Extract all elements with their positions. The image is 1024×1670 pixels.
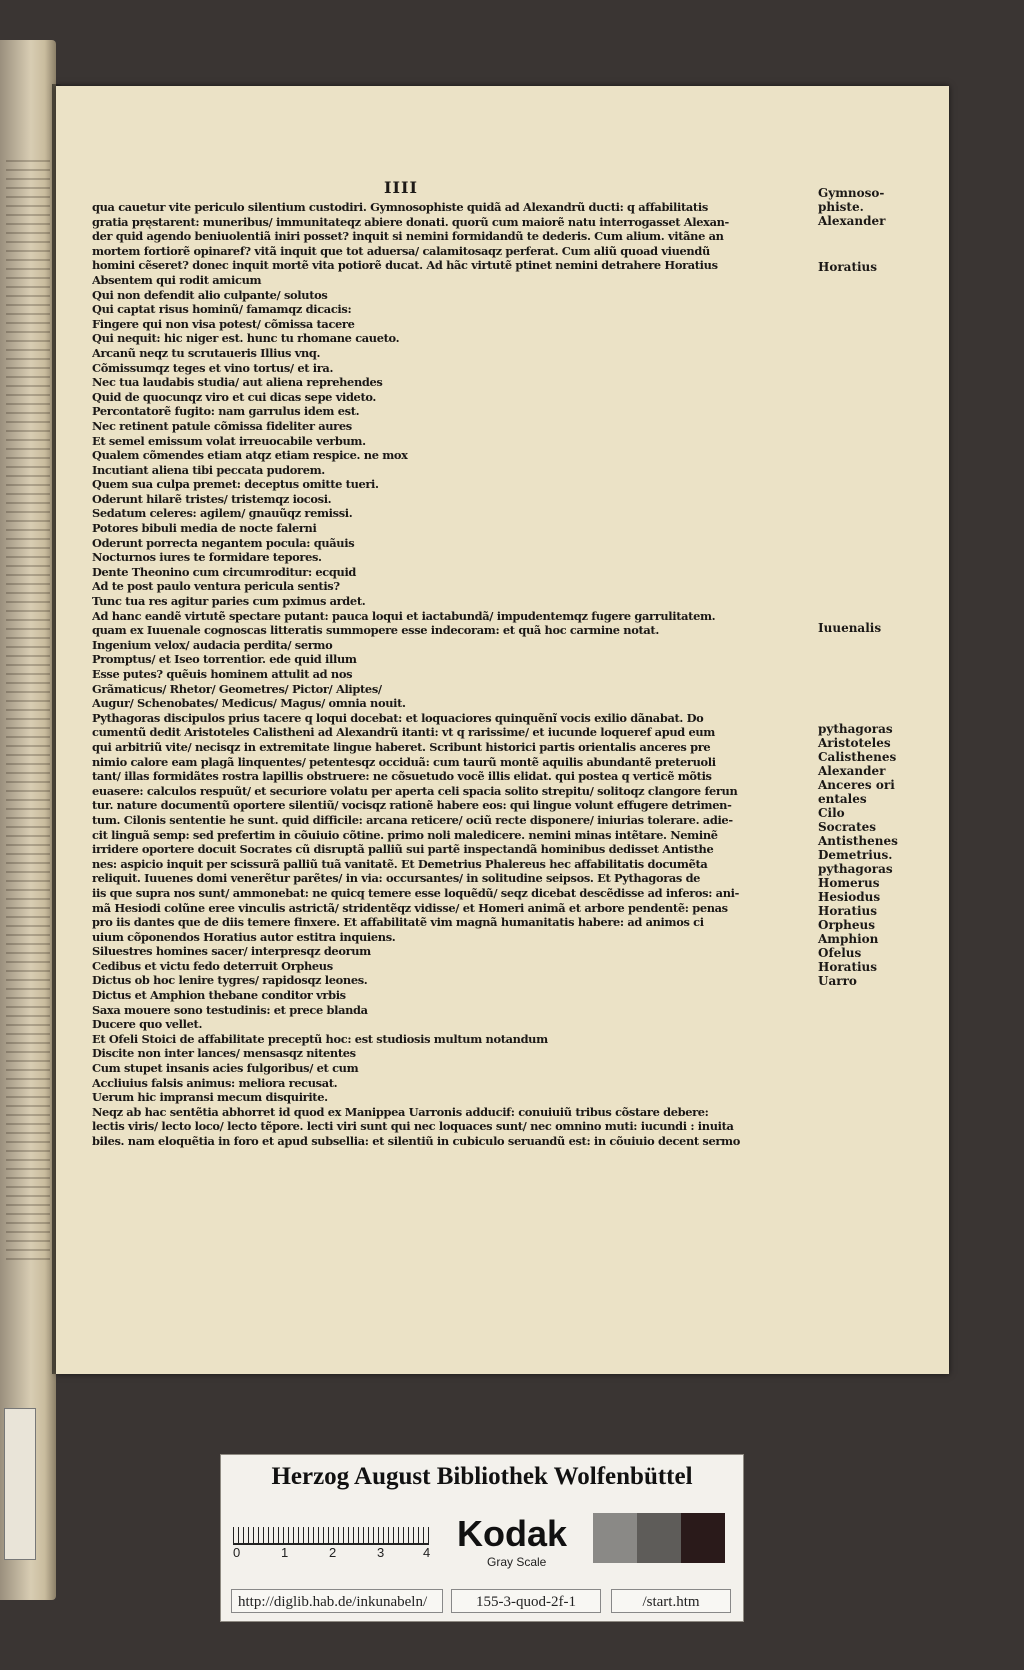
text-line: gratia pręstarent: muneribus/ immunitateqz abiere donati. quorũ cum maiorẽ natu interrogasset Alexan- <box>92 214 729 229</box>
text-line: Sedatum celeres: agilem/ gnauũqz remissi. <box>92 506 353 521</box>
text-line: Dictus et Amphion thebane conditor vrbis <box>92 988 346 1003</box>
text-line: Qualem cõmendes etiam atqz etiam respice. ne mox <box>92 448 408 463</box>
text-line: Cedibus et victu fedo deterruit Orpheus <box>92 958 333 973</box>
text-line: euasere: calculos respuũt/ et securiore volatu per aperta celi spacia solito strepitu/ solitoqz clangore ferun <box>92 783 738 798</box>
text-line: Quem sua culpa premet: deceptus omitte tueri. <box>92 477 379 492</box>
previous-page-text-edge <box>6 160 50 1260</box>
margin-note: Cilo <box>818 806 845 820</box>
shelf-label <box>4 1408 36 1560</box>
margin-note: Horatius <box>818 960 878 974</box>
text-line: Qui nequit: hic niger est. hunc tu rhomane caueto. <box>92 331 400 346</box>
text-line: Dente Theonino cum circumroditur: ecquid <box>92 564 357 579</box>
text-line: Dictus ob hoc lenire tygres/ rapidosqz leones. <box>92 973 368 988</box>
text-line: Ad te post paulo ventura pericula sentis? <box>92 579 340 594</box>
margin-note: Aristoteles <box>818 736 891 750</box>
text-line: Quid de quocunqz viro et cui dicas sepe videto. <box>92 389 377 404</box>
text-line: lectis viris/ lecto loco/ lecto tẽpore. lecti viri sunt qui nec loquaces sunt/ nec omnino muti: iucundi : inuita <box>92 1119 734 1134</box>
main-text-column <box>92 200 798 1149</box>
text-line: Ducere quo vellet. <box>92 1017 203 1032</box>
text-line: iis que supra nos sunt/ ammonebat: ne quicq temere esse loquẽdũ/ seqz dicebat descẽdisse ad inferos: ani- <box>92 885 739 900</box>
text-line: Tunc tua res agitur paries cum pximus ardet. <box>92 594 366 609</box>
margin-note: Ofelus <box>818 946 862 960</box>
margin-note: Horatius <box>818 260 878 274</box>
text-line: mortem fortiorẽ opinaref? vitã inquit que tot aduersa/ calamitosaqz perferat. Cum aliũ quoad viuendũ <box>92 243 710 258</box>
text-line: Et Ofeli Stoici de affabilitate preceptũ hoc: est studiosis multum notandum <box>92 1031 548 1046</box>
margin-note: Demetrius. <box>818 848 893 862</box>
margin-notes-lower <box>818 722 928 988</box>
margin-note: Gymnoso- <box>818 186 885 200</box>
text-line: tant/ illas formidãtes rostra lapillis obstruere: ne cõsuetudo vocẽ illis elidat. qui postea q verticẽ mõtis <box>92 769 712 784</box>
text-line: Esse putes? quẽuis hominem attulit ad nos <box>92 667 353 681</box>
text-line: Neqz ab hac sentẽtia abhorret id quod ex Manippea Uarronis adducif: conuiuiũ tribus cõstare debere: <box>92 1104 709 1119</box>
text-line: Arcanũ neqz tu scrutaueris Illius vnq. <box>92 345 321 360</box>
text-line: Absentem qui rodit amicum <box>92 272 262 287</box>
margin-note: Uarro <box>818 974 857 988</box>
margin-note: phiste. <box>818 200 864 214</box>
margin-note: entales <box>818 792 867 806</box>
margin-note: Iuuenalis <box>818 621 882 635</box>
text-line: Pythagoras discipulos prius tacere q loqui docebat: et loquaciores quinquẽnĩ vocis exilio dãnabat. Do <box>92 710 704 725</box>
text-line: Cum stupet insanis acies fulgoribus/ et cum <box>92 1061 359 1076</box>
margin-note: Orpheus <box>818 918 876 932</box>
text-line: irridere oportere docuit Socrates cũ disruptã palliũ sui partẽ inspectandã hominibus dedisset Antisthe <box>92 842 714 857</box>
text-line: Saxa mouere sono testudinis: et prece blanda <box>92 1002 368 1017</box>
text-line: tur. nature documentũ oportere silentiũ/ vocisqz rationẽ habere eos: qui lingue volunt effugere detrimen- <box>92 798 732 813</box>
margin-note: Horatius <box>818 904 878 918</box>
text-line: nimio calore eam plagã linquentes/ petentesqz occiduã: cum taurũ montẽ aquilis abundantẽ preteruoli <box>92 754 716 769</box>
text-line: Potores bibuli media de nocte falerni <box>92 521 317 536</box>
ruler-number: 3 <box>377 1545 385 1560</box>
text-line: uium cõponendos Horatius autor estitra inquiens. <box>92 929 396 944</box>
ruler-number: 2 <box>329 1545 337 1560</box>
text-line: Qui captat risus hominũ/ famamqz dicacis: <box>92 302 352 317</box>
ruler-number: 0 <box>233 1545 241 1560</box>
margin-note: Amphion <box>818 932 879 946</box>
text-line: quam ex Iuuenale cognoscas litteratis summopere esse indecoram: et quã hoc carmine notat. <box>92 623 659 638</box>
margin-notes-top <box>818 186 928 228</box>
text-line: Fingere qui non visa potest/ cõmissa tacere <box>92 316 355 331</box>
text-line: biles. nam eloquẽtia in foro et apud subsellia: et silentiũ in cubiculo seruandũ est: in cõuiuio decent sermo <box>92 1134 740 1148</box>
text-line: Discite non inter lances/ mensasqz nitentes <box>92 1046 356 1061</box>
margin-note: Anceres ori <box>818 778 895 792</box>
text-line: Et semel emissum volat irreuocabile verbum. <box>92 433 366 448</box>
ruler-number: 1 <box>281 1545 289 1560</box>
url-right: /start.htm <box>611 1589 731 1613</box>
margin-note: pythagoras <box>818 722 893 736</box>
text-line: Ingenium velox/ audacia perdita/ sermo <box>92 637 333 652</box>
margin-note: Alexander <box>818 214 886 228</box>
text-line: cumentũ dedit Aristoteles Calistheni ad Alexandrũ itanti: vt q rarissime/ et iucunde loqueref apud eum <box>92 725 716 740</box>
color-target-card <box>220 1454 744 1622</box>
margin-note: Alexander <box>818 764 886 778</box>
book-page <box>56 86 949 1374</box>
text-line: Ad hanc eandẽ virtutẽ spectare putant: pauca loqui et iactabundã/ impudentemqz fugere garrulitatem. <box>92 608 716 623</box>
gray-swatch <box>681 1513 725 1563</box>
margin-note: Homerus <box>818 876 880 890</box>
text-line: cit linguã semp: sed prefertim in cõuiuio cõtine. primo noli maledicere. nemini minas intẽtare. Neminẽ <box>92 827 718 842</box>
text-line: homini cẽseret? donec inquit mortẽ vita potiorẽ ducat. Ad hãc virtutẽ ptinet nemini detrahere Horatius <box>92 258 718 273</box>
gray-swatch <box>593 1513 637 1563</box>
text-line: reliquit. Iuuenes domi venerẽtur parẽtes/ in via: occursantes/ in solitudine seipsos. Et Pythagoras de <box>92 871 701 886</box>
text-line: Nec tua laudabis studia/ aut aliena reprehendes <box>92 375 383 390</box>
text-line: der quid agendo beniuolentiã iniri posset? inquit si nemini formidandũ te dederis. Cum alium. vitãne an <box>92 229 724 244</box>
text-line: Incutiant aliena tibi peccata pudorem. <box>92 462 325 477</box>
text-line: Augur/ Schenobates/ Medicus/ Magus/ omnia nouit. <box>92 696 406 711</box>
ruler-number: 4 <box>423 1545 431 1560</box>
text-line: tum. Cilonis sententie he sunt. quid difficile: arcana reticere/ ociũ recte disponere/ iniurias tolerare. adie- <box>92 812 733 827</box>
margin-note-iuuenalis <box>818 621 928 635</box>
text-line: Siluestres homines sacer/ interpresqz deorum <box>92 944 371 959</box>
text-line: Grãmaticus/ Rhetor/ Geometres/ Pictor/ Aliptes/ <box>92 681 382 696</box>
text-line: Cõmissumqz teges et vino tortus/ et ira. <box>92 360 334 375</box>
gray-scale-label: Gray Scale <box>487 1555 547 1569</box>
margin-note-horatius <box>818 260 928 274</box>
text-line: Promptus/ et Iseo torrentior. ede quid illum <box>92 652 357 667</box>
gray-swatch <box>637 1513 681 1563</box>
margin-note: pythagoras <box>818 862 893 876</box>
text-line: Oderunt hilarẽ tristes/ tristemqz iocosi. <box>92 491 332 506</box>
text-line: Qui non defendit alio culpante/ solutos <box>92 287 328 302</box>
text-line: nes: aspicio inquit per scissurã palliũ tuã vanitatẽ. Et Demetrius Phalereus hec affabilitatis documẽta <box>92 856 708 871</box>
kodak-logo: Kodak <box>457 1513 568 1554</box>
url-middle: 155-3-quod-2f-1 <box>451 1589 601 1613</box>
previous-page-edge <box>0 40 56 1600</box>
text-line: Nec retinent patule cõmissa fideliter aures <box>92 418 352 433</box>
text-line: Uerum hic impransi mecum disquirite. <box>92 1090 328 1105</box>
library-name: Herzog August Bibliothek Wolfenbüttel <box>271 1463 693 1490</box>
text-line: Nocturnos iures te formidare tepores. <box>92 550 322 565</box>
margin-note: Socrates <box>818 820 877 834</box>
margin-note: Antisthenes <box>818 834 898 848</box>
text-line: qui arbitriũ vite/ necisqz in extremitate lingue haberet. Scribunt historici partis orientalis anceres pre <box>92 739 711 754</box>
text-line: mã Hesiodi colũne eree vinculis astrictã/ stridentẽqz vidisse/ et Homeri animã et arbore pendentẽ: penas <box>92 900 728 915</box>
text-line: pro iis dantes que de diis temere finxere. Et affabilitatẽ vim magnã humanitatis habere: ad animos ci <box>92 915 704 930</box>
margin-note: Hesiodus <box>818 890 881 904</box>
text-line: Oderunt porrecta negantem pocula: quãuis <box>92 535 355 550</box>
text-line: Accliuius falsis animus: meliora recusat. <box>92 1075 338 1090</box>
folio-number: IIII <box>384 178 418 197</box>
text-line: Percontatorẽ fugito: nam garrulus idem est. <box>92 404 360 419</box>
url-left: http://diglib.hab.de/inkunabeln/ <box>231 1589 443 1613</box>
margin-note: Calisthenes <box>818 750 897 764</box>
text-line: qua cauetur vite periculo silentium custodiri. Gymnosophiste quidã ad Alexandrũ ducti: q affabilitatis <box>92 200 708 214</box>
scale-ruler <box>233 1517 429 1545</box>
